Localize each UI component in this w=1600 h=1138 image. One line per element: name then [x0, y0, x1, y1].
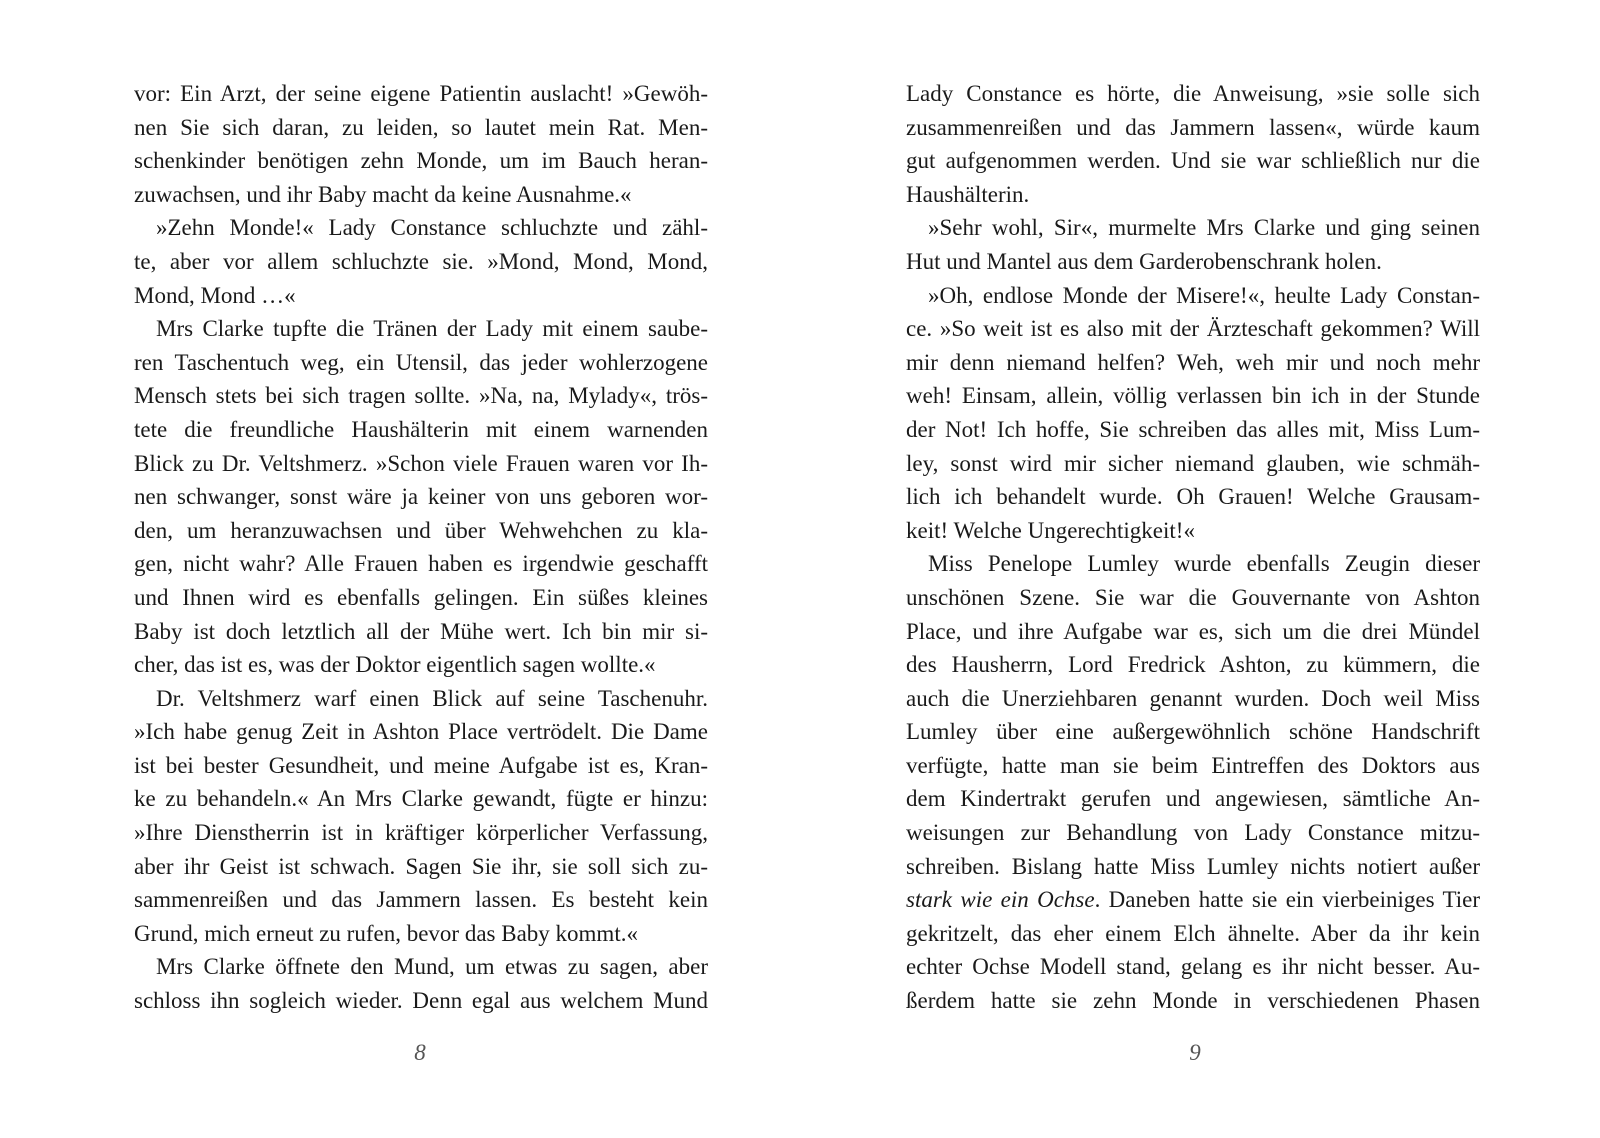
text-line: »Sehr wohl, Sir«, murmelte Mrs Clarke und ging seinen	[928, 215, 1480, 241]
text-line: Haushälterin.	[906, 181, 1030, 207]
text-line: Lumley über eine außergewöhnlich schöne Handschrift	[906, 719, 1480, 745]
text-line: Place, und ihre Aufgabe war es, sich um die drei Mündel	[906, 618, 1480, 644]
text-line: mir denn niemand helfen? Weh, weh mir und noch mehr	[906, 349, 1480, 375]
text-line: gen, nicht wahr? Alle Frauen haben es irgendwie geschafft	[134, 551, 708, 577]
text-line: »Ich habe genug Zeit in Ashton Place vertrödelt. Die Dame	[134, 719, 708, 745]
text-line: schenkinder benötigen zehn Monde, um im Bauch heran-	[134, 148, 708, 174]
text-line: Hut und Mantel aus dem Garderobenschrank holen.	[906, 248, 1382, 274]
text-line: gekritzelt, das eher einem Elch ähnelte. Aber da ihr kein	[906, 920, 1480, 946]
text-line: Lady Constance es hörte, die Anweisung, »sie solle sich	[906, 81, 1480, 106]
text-line: weh! Einsam, allein, völlig verlassen bin ich in der Stunde	[906, 383, 1480, 409]
text-line: aber ihr Geist ist schwach. Sagen Sie ihr, sie soll sich zu-	[134, 853, 708, 879]
italic-phrase: stark wie ein Ochse	[906, 887, 1095, 913]
text-line: dem Kindertrakt gerufen und angewiesen, sämtliche An-	[906, 786, 1480, 812]
text-line: den, um heranzuwachsen und über Wehwehchen zu kla-	[134, 517, 708, 543]
text-line: unschönen Szene. Sie war die Gouvernante von Ashton	[906, 584, 1480, 610]
text-line: ist bei bester Gesundheit, und meine Aufgabe ist es, Kran-	[134, 752, 708, 778]
text-line: tete die freundliche Haushälterin mit einem warnenden	[134, 416, 708, 442]
text-line: ren Taschentuch weg, ein Utensil, das jeder wohlerzogene	[134, 349, 708, 375]
text-line: schreiben. Bislang hatte Miss Lumley nichts notiert außer	[906, 853, 1480, 879]
text-line: echter Ochse Modell stand, gelang es ihr nicht besser. Au-	[906, 954, 1480, 980]
text-line: nen Sie sich daran, zu leiden, so lautet mein Rat. Men-	[134, 114, 708, 140]
text-line-rest: . Daneben hatte sie ein vierbeiniges Tier	[1094, 887, 1480, 913]
text-line: »Ihre Dienstherrin ist in kräftiger körperlicher Verfassung,	[134, 820, 708, 846]
text-line: ley, sonst wird mir sicher niemand glauben, wie schmäh-	[906, 450, 1480, 476]
text-line: des Hausherrn, Lord Fredrick Ashton, zu kümmern, die	[906, 652, 1480, 678]
text-line: te, aber vor allem schluchzte sie. »Mond, Mond, Mond,	[134, 248, 708, 274]
left-page-text	[134, 77, 708, 1018]
right-page-number: 9	[1189, 1040, 1201, 1065]
text-line: Baby ist doch letztlich all der Mühe wert. Ich bin mir si-	[134, 618, 708, 644]
right-page-text	[906, 77, 1480, 1018]
text-line: Mensch stets bei sich tragen sollte. »Na, na, Mylady«, trös-	[134, 383, 708, 409]
text-line	[906, 883, 1480, 917]
text-line: zuwachsen, und ihr Baby macht da keine Ausnahme.«	[134, 181, 632, 207]
text-line: auch die Unerziehbaren genannt wurden. Doch weil Miss	[906, 685, 1480, 711]
text-line: Grund, mich erneut zu rufen, bevor das Baby kommt.«	[134, 920, 638, 946]
text-line: gut aufgenommen werden. Und sie war schließlich nur die	[906, 148, 1480, 174]
text-line: Mond, Mond …«	[134, 282, 296, 308]
text-line: Blick zu Dr. Veltshmerz. »Schon viele Frauen waren vor Ih-	[134, 450, 708, 476]
text-line: sammenreißen und das Jammern lassen. Es besteht kein	[134, 887, 708, 913]
text-line: verfügte, hatte man sie beim Eintreffen des Doktors aus	[906, 752, 1480, 778]
text-line: »Oh, endlose Monde der Misere!«, heulte Lady Constan-	[928, 282, 1480, 308]
text-line: »Zehn Monde!« Lady Constance schluchzte und zähl-	[156, 215, 708, 241]
text-line: nen schwanger, sonst wäre ja keiner von uns geboren wor-	[134, 484, 708, 510]
text-line: zusammenreißen und das Jammern lassen«, würde kaum	[906, 114, 1480, 140]
text-line: weisungen zur Behandlung von Lady Constance mitzu-	[906, 820, 1480, 846]
text-line: ke zu behandeln.« An Mrs Clarke gewandt, fügte er hinzu:	[134, 786, 708, 812]
text-line: keit! Welche Ungerechtigkeit!«	[906, 517, 1195, 543]
text-line: und Ihnen wird es ebenfalls gelingen. Ein süßes kleines	[134, 584, 708, 610]
text-line: Miss Penelope Lumley wurde ebenfalls Zeugin dieser	[928, 551, 1480, 577]
text-line: Dr. Veltshmerz warf einen Blick auf seine Taschenuhr.	[156, 685, 708, 711]
left-page-number: 8	[414, 1040, 426, 1065]
text-line: ßerdem hatte sie zehn Monde in verschiedenen Phasen	[906, 988, 1480, 1014]
text-line: der Not! Ich hoffe, Sie schreiben das alles mit, Miss Lum-	[906, 416, 1480, 442]
text-line: Mrs Clarke öffnete den Mund, um etwas zu sagen, aber	[156, 954, 708, 980]
text-line: vor: Ein Arzt, der seine eigene Patientin auslacht! »Gewöh-	[134, 81, 708, 106]
text-line: cher, das ist es, was der Doktor eigentlich sagen wollte.«	[134, 652, 656, 678]
text-line: Mrs Clarke tupfte die Tränen der Lady mit einem saube-	[156, 316, 708, 342]
text-line: lich ich behandelt wurde. Oh Grauen! Welche Grausam-	[906, 484, 1480, 510]
text-line: ce. »So weit ist es also mit der Ärzteschaft gekommen? Will	[906, 316, 1480, 342]
text-line: schloss ihn sogleich wieder. Denn egal aus welchem Mund	[134, 988, 708, 1014]
right-page	[800, 0, 1600, 1138]
